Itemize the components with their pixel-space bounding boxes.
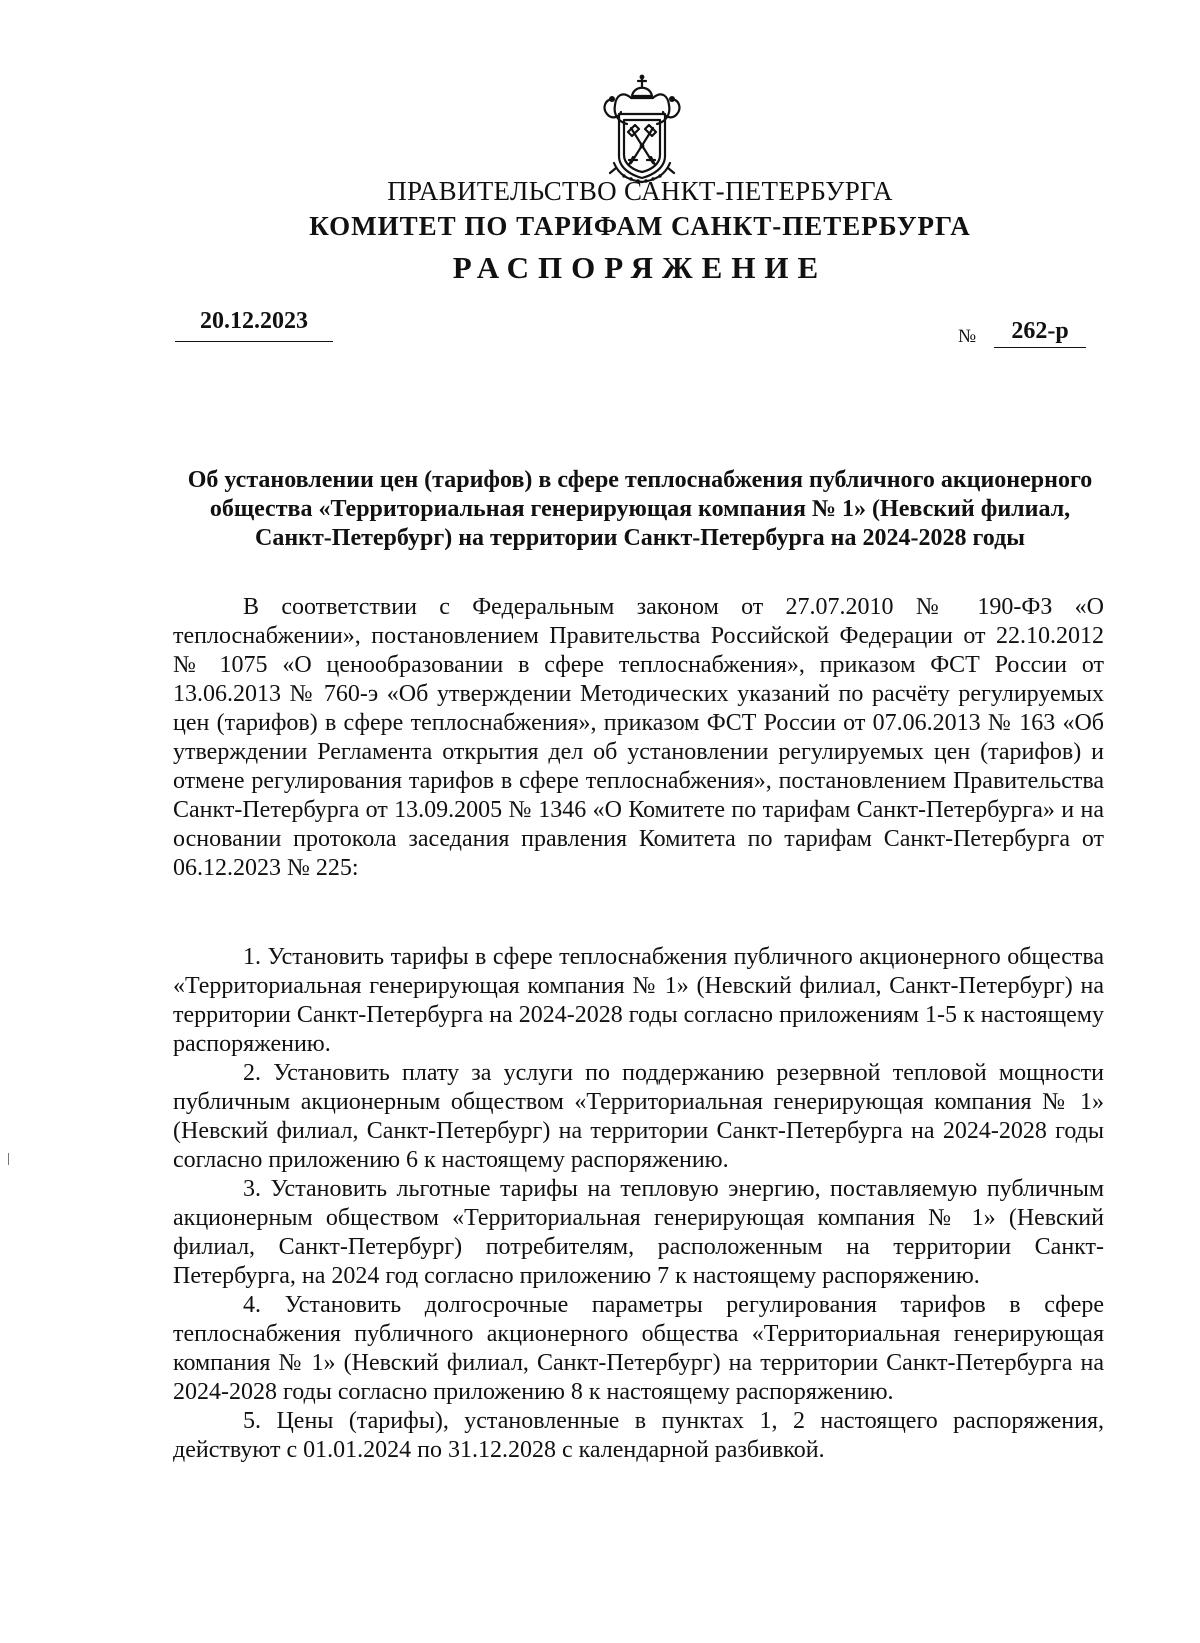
- committee-name: КОМИТЕТ ПО ТАРИФАМ САНКТ-ПЕТЕРБУРГА: [309, 211, 971, 241]
- government-name: ПРАВИТЕЛЬСТВО САНКТ-ПЕТЕРБУРГА: [387, 176, 893, 206]
- order-item-4: 4. Установить долгосрочные параметры регулирования тарифов в сфере теплоснабжения публичного акционерного общества «Территориальная генерирующая компания № 1» (Невский филиал, Санкт-Петербург) на территории Санкт-Петербурга на 2024-2028 годы согласно приложению 8 к настоящему распоряжению.: [173, 1292, 1104, 1405]
- order-item-5: 5. Цены (тарифы), установленные в пунктах 1, 2 настоящего распоряжения, действуют с 01.01.2024 по 31.12.2028 с календарной разбивкой.: [173, 1408, 1104, 1463]
- order-item-1: 1. Установить тарифы в сфере теплоснабжения публичного акционерного общества «Территориальная генерирующая компания № 1» (Невский филиал, Санкт-Петербург) на территории Санкт-Петербурга на 2024-2028 годы согласно приложениям 1-5 к настоящему распоряжению.: [173, 944, 1104, 1057]
- number-prefix: №: [958, 326, 977, 347]
- saint-petersburg-coat-of-arms-icon: [594, 72, 690, 184]
- scan-margin-mark: [8, 1153, 9, 1165]
- intro-paragraph: В соответствии с Федеральным законом от 27.07.2010 № 190-ФЗ «О теплоснабжении», постановлением Правительства Российской Федерации от 22.10.2012 № 1075 «О ценообразовании в сфере теплоснабжения», приказом ФСТ России от 13.06.2013 № 760-э «Об утверждении Методических указаний по расчёту регулируемых цен (тарифов) в сфере теплоснабжения», приказом ФСТ России от 07.06.2013 № 163 «Об утверждении Регламента открытия дел об установлении регулируемых цен (тарифов) и отмене регулирования тарифов в сфере теплоснабжения», постановлением Правительства Санкт-Петербурга от 13.09.2005 № 1346 «О Комитете по тарифам Санкт-Петербурга» и на основании протокола заседания правления Комитета по тарифам Санкт-Петербурга от 06.12.2023 № 225:: [173, 594, 1104, 881]
- order-items: [173, 943, 1104, 1465]
- order-item-3: 3. Установить льготные тарифы на тепловую энергию, поставляемую публичным акционерным обществом «Территориальная генерирующая компания № 1» (Невский филиал, Санкт-Петербург) потребителям, расположенным на территории Санкт-Петербурга, на 2024 год согласно приложению 7 к настоящему распоряжению.: [173, 1176, 1104, 1289]
- order-item-2: 2. Установить плату за услуги по поддержанию резервной тепловой мощности публичным акционерным обществом «Территориальная генерирующая компания № 1» (Невский филиал, Санкт-Петербург) на территории Санкт-Петербурга на 2024-2028 годы согласно приложению 6 к настоящему распоряжению.: [173, 1060, 1104, 1173]
- document-title: Об установлении цен (тарифов) в сфере теплоснабжения публичного акционерного общества «Территориальная генерирующая компания № 1» (Невский филиал, Санкт-Петербург) на территории Санкт-Петербурга на 2024-2028 годы: [187, 467, 1093, 551]
- document-type: РАСПОРЯЖЕНИЕ: [452, 250, 828, 285]
- document-date: 20.12.2023: [175, 307, 333, 342]
- document-number-field: [958, 318, 1086, 352]
- document-number: 262-р: [994, 318, 1086, 348]
